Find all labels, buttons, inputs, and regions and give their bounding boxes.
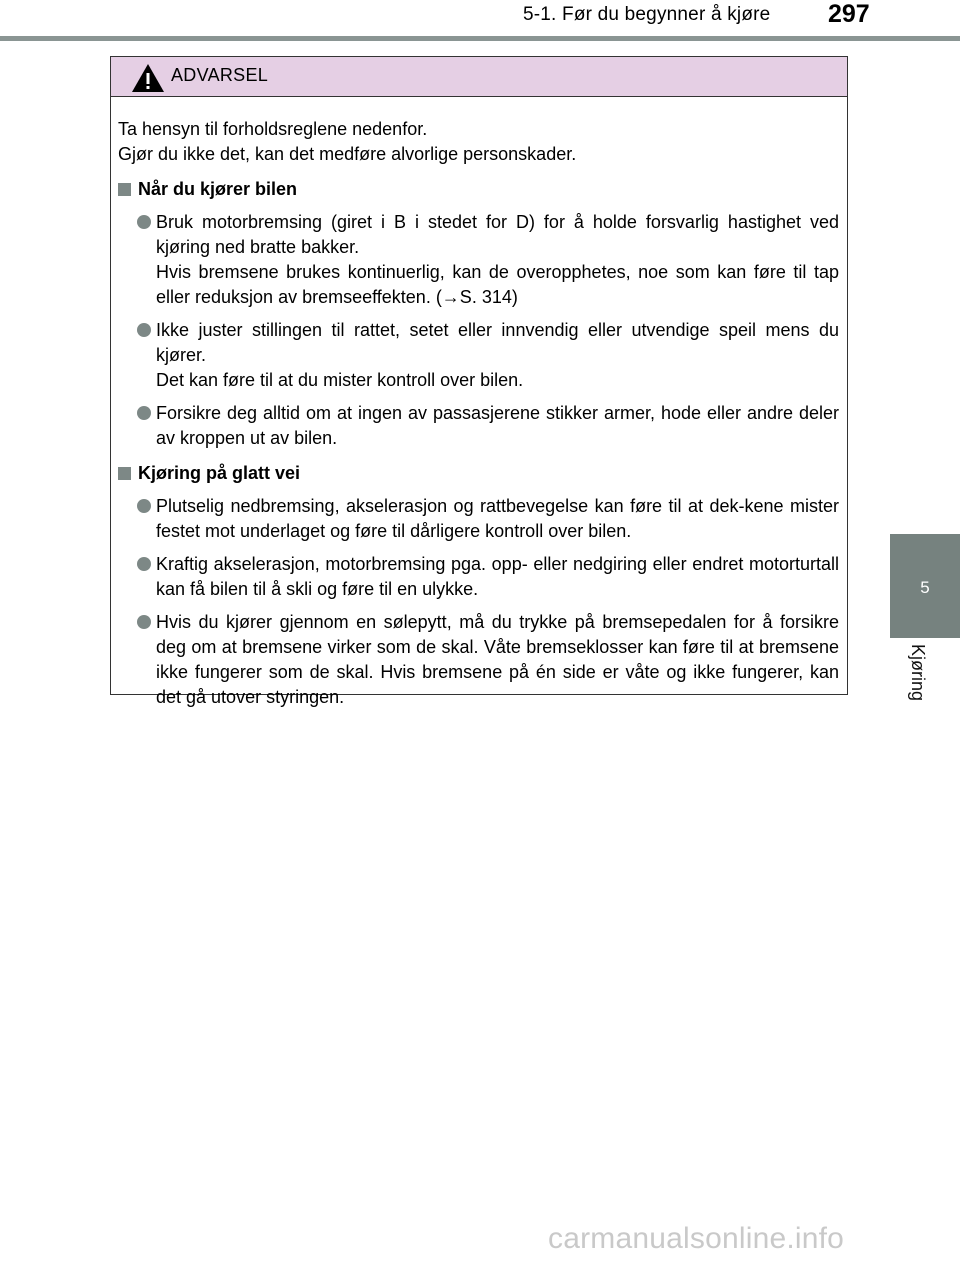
square-bullet-icon xyxy=(118,183,131,196)
bullet-text: Bruk motorbremsing (giret i B i stedet for D) for å holde forsvarlig hastighet ved kjøring ned bratte bakker. xyxy=(156,212,839,257)
section-heading xyxy=(118,461,839,486)
round-bullet-icon xyxy=(137,499,151,513)
bullet-text: Kraftig akselerasjon, motorbremsing pga. opp- eller nedgiring eller endret motorturtall kan få bilen til å skli og føre til en ulykke. xyxy=(156,554,839,599)
warning-body xyxy=(111,97,847,710)
warning-triangle-icon xyxy=(131,63,165,93)
warning-box xyxy=(110,56,848,707)
section-heading xyxy=(118,177,839,202)
warning-section xyxy=(118,461,839,710)
chapter-tab[interactable] xyxy=(890,534,960,638)
warning-title: ADVARSEL xyxy=(171,65,269,85)
page-number: 297 xyxy=(828,0,870,28)
bullet-text: Plutselig nedbremsing, akselerasjon og rattbevegelse kan føre til at dek-kene mister festet mot underlaget og føre til dårligere kontroll over bilen. xyxy=(156,496,839,541)
section-heading-text: Kjøring på glatt vei xyxy=(138,463,301,483)
warning-sections xyxy=(118,177,839,710)
bullet-item xyxy=(118,401,839,451)
bullet-text: Det kan føre til at du mister kontroll over bilen. xyxy=(156,370,524,390)
bullet-item xyxy=(118,210,839,310)
section-heading-text: Når du kjører bilen xyxy=(138,179,298,199)
bullet-text: Hvis bremsene brukes kontinuerlig, kan de overopphetes, noe som kan føre til tap eller reduksjon av bremseeffekten. (→S. 314) xyxy=(156,262,839,307)
bullet-item xyxy=(118,552,839,602)
round-bullet-icon xyxy=(137,215,151,229)
round-bullet-icon xyxy=(137,615,151,629)
square-bullet-icon xyxy=(118,467,131,480)
bullet-text: Ikke juster stillingen til rattet, setet eller innvendig eller utvendige speil mens du kjører. xyxy=(156,320,839,365)
warning-header xyxy=(111,57,847,97)
page-header xyxy=(0,0,960,44)
header-rule xyxy=(0,36,960,41)
bullet-text: Hvis du kjører gjennom en sølepytt, må du trykke på bremsepedalen for å forsikre deg om at bremsene virker som de skal. Våte bremseklosser kan føre til at bremsene ikke fungerer som de skal. Hvis bremsene på én side er våte og ikke fungerer, kan det gå utover styringen. xyxy=(156,612,839,707)
bullet-item xyxy=(118,318,839,393)
intro-line: Ta hensyn til forholdsreglene nedenfor. xyxy=(118,119,428,139)
chapter-number: 5 xyxy=(920,578,930,597)
round-bullet-icon xyxy=(137,323,151,337)
round-bullet-icon xyxy=(137,557,151,571)
intro-line: Gjør du ikke det, kan det medføre alvorlige personskader. xyxy=(118,144,577,164)
bullet-text: Forsikre deg alltid om at ingen av passasjerene stikker armer, hode eller andre deler av kroppen ut av bilen. xyxy=(156,403,839,448)
watermark-text: carmanualsonline.info xyxy=(548,1222,845,1255)
bullet-item xyxy=(118,494,839,544)
round-bullet-icon xyxy=(137,406,151,420)
section-title: 5-1. Før du begynner å kjøre xyxy=(523,4,771,25)
warning-section xyxy=(118,177,839,451)
chapter-label: Kjøring xyxy=(908,644,928,702)
warning-intro xyxy=(118,117,839,167)
bullet-item xyxy=(118,610,839,710)
